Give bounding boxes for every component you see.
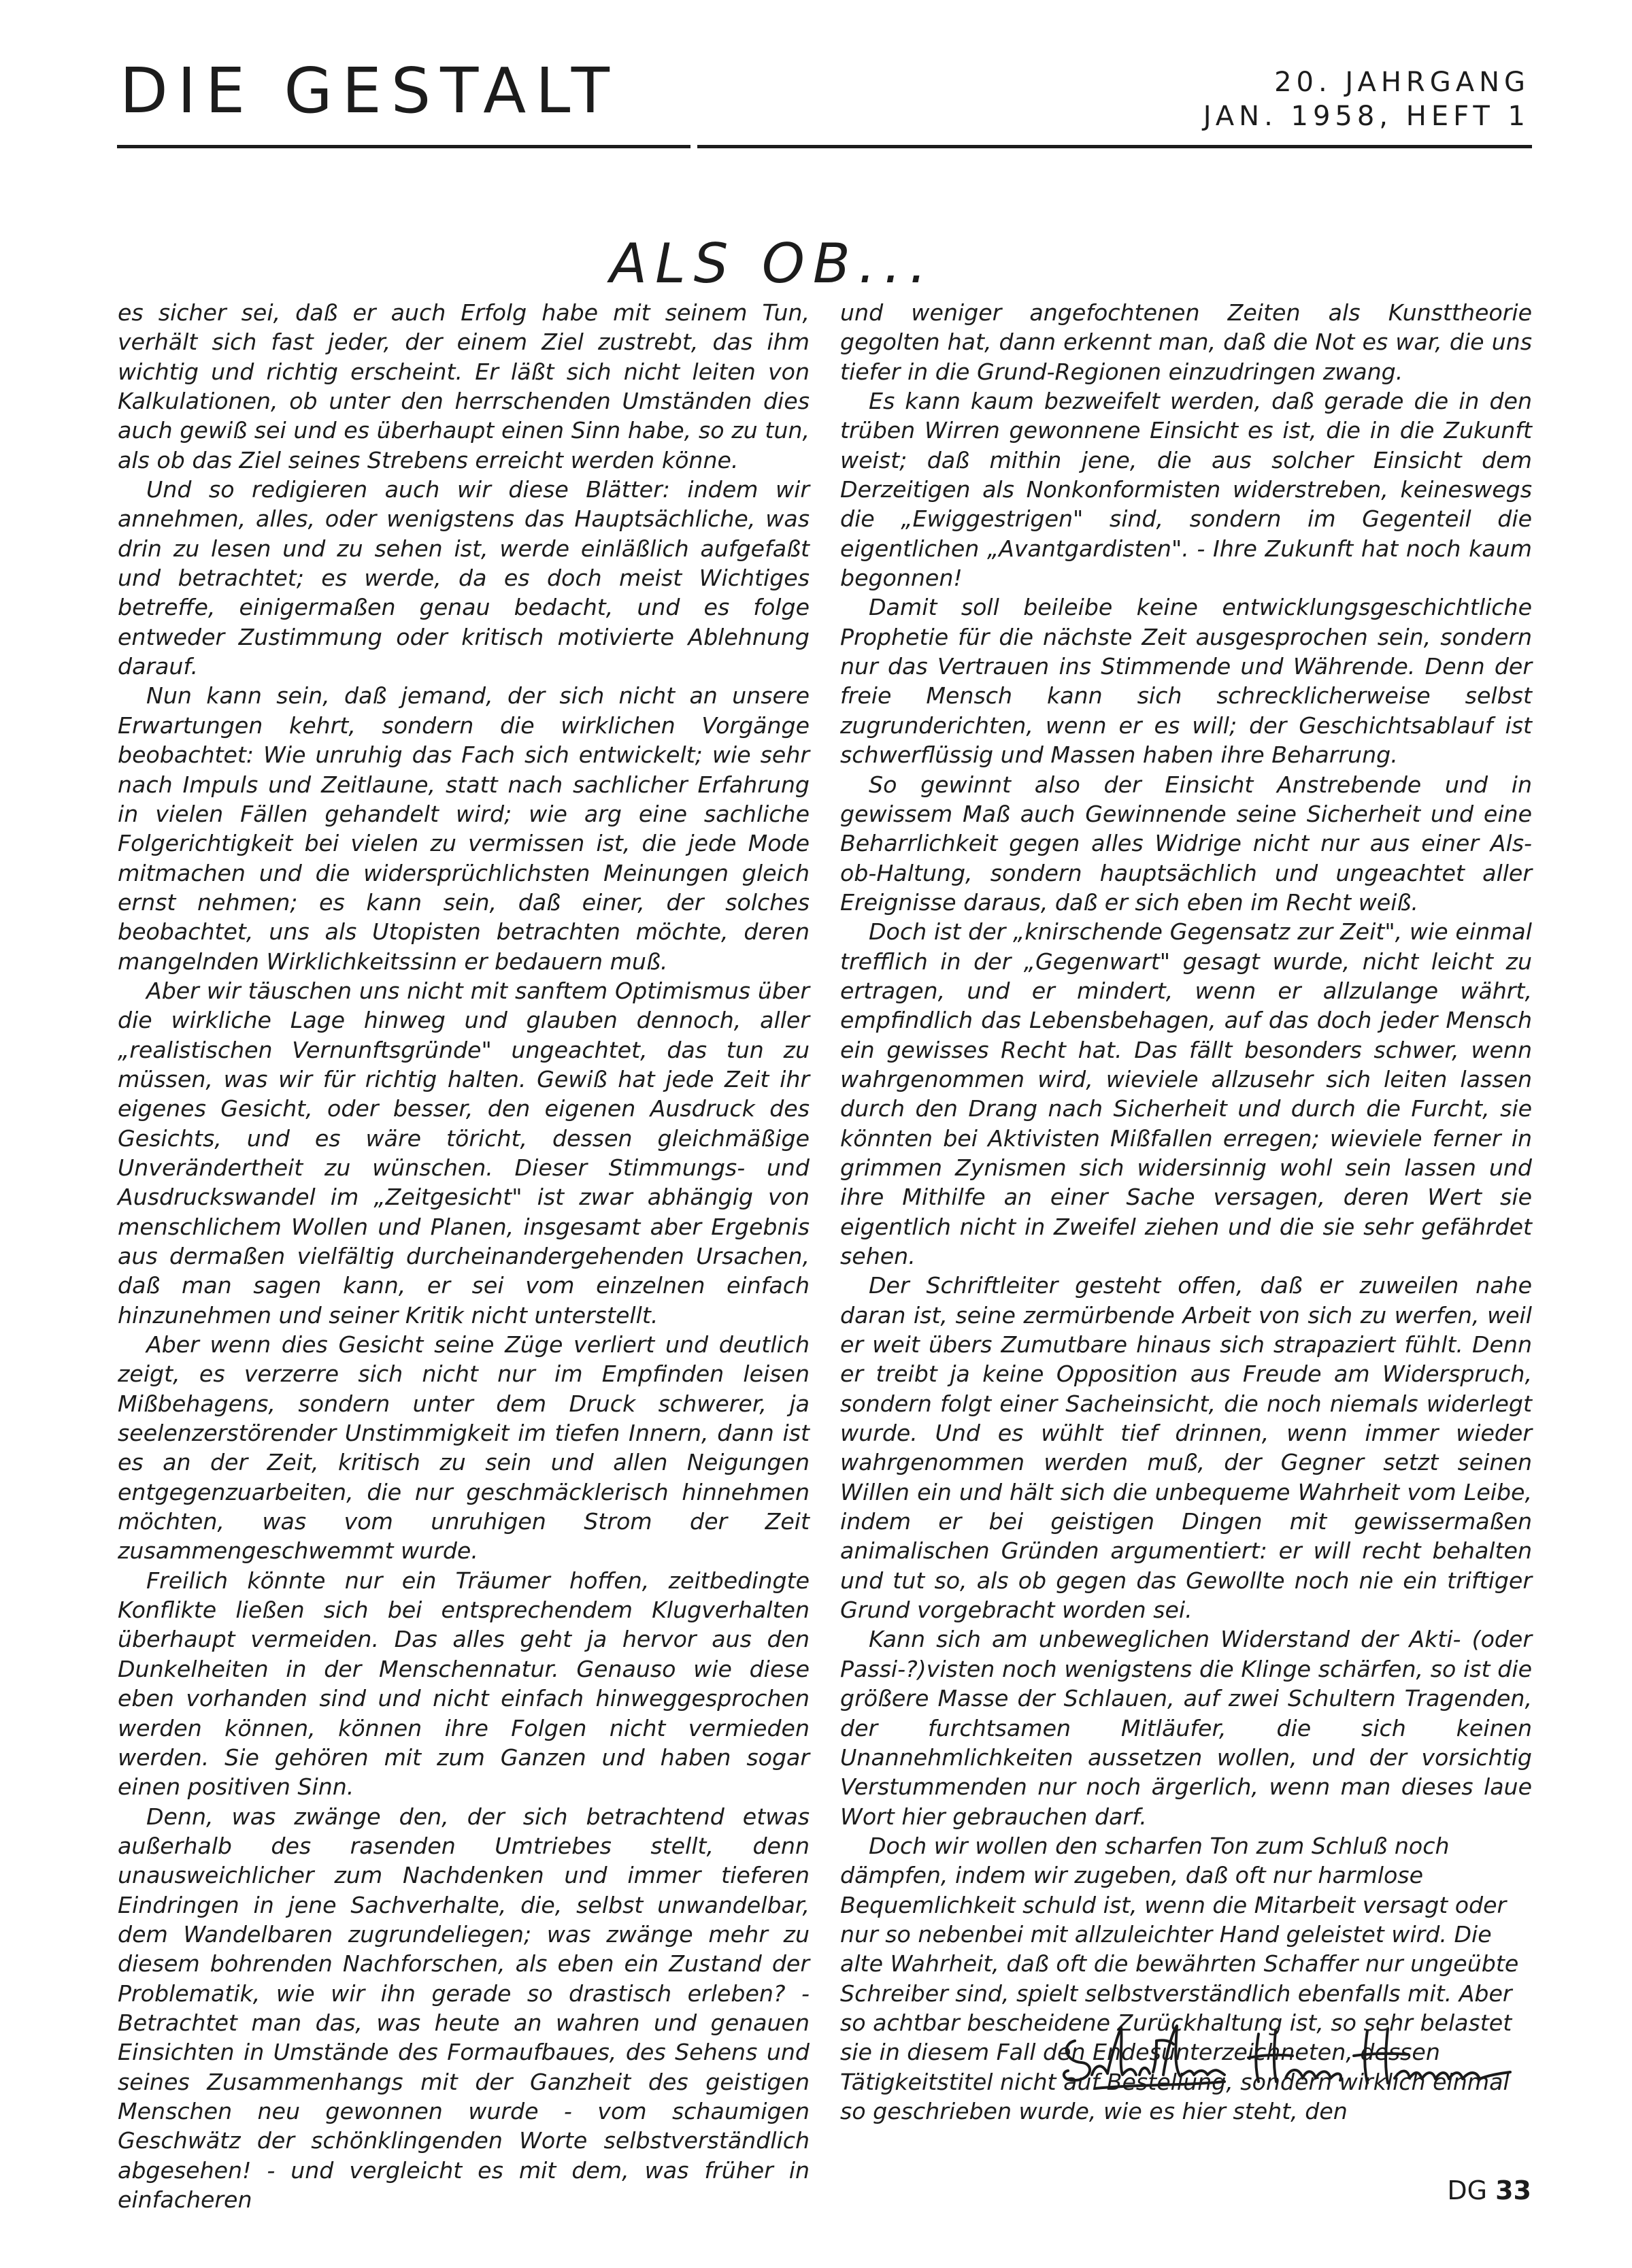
paragraph: Kann sich am unbeweglichen Widerstand der Akti- (oder Passi-?)visten noch wenigstens die Klinge schärfen, so ist die größere Masse der Schlauen, auf zwei Schultern Tragenden, der furchtsamen Mitläufer, die sich keinen Unannehmlichkeiten aussetzen wollen, und der vorsichtig Verstummenden nur noch ärgerlich, wenn man dieses laue Wort hier gebrauchen darf. bbox=[840, 1626, 1532, 1830]
paragraph: Doch wir wollen den scharfen Ton zum Schluß noch dämpfen, indem wir zugeben, daß oft nur harmlose Bequemlichkeit schuld ist, wenn die Mitarbeit versagt oder nur so nebenbei mit allzuleichter Hand geleistet wird. Die alte Wahrheit, daß oft die bewährten Schaffer nur ungeübte Schreiber sind, spielt selbstverständlich ebenfalls mit. Aber so achtbar bescheidene Zurückhaltung ist, so sehr belastet sie in diesem Fall den Endesunterzeichneten, dessen Tätigkeitstitel nicht auf Bestellung, sondern wirklich einmal so geschrieben wurde, wie es hier steht, den bbox=[840, 1832, 1519, 2124]
header-rule-right bbox=[697, 145, 1532, 148]
paragraph: Es kann kaum bezweifelt werden, daß gerade die in den trüben Wirren gewonnene Einsicht es ist, die in die Zukunft weist; daß mithin jene, die aus solcher Einsicht dem Derzeitigen als Nonkonformisten widerstreben, keineswegs die „Ewiggestrigen" sind, sondern im Gegenteil die eigentlichen „Avantgardisten". - Ihre Zukunft hat noch kaum begonnen! bbox=[840, 388, 1532, 592]
journal-abbreviation: DG bbox=[1447, 2175, 1488, 2205]
paragraph: Doch ist der „knirschende Gegensatz zur Zeit", wie einmal trefflich in der „Gegenwart" gesagt wurde, nicht leicht zu ertragen, und er mindert, wenn er allzulange währt, empfindlich das Lebensbehagen, auf das doch jeder Mensch ein gewisses Recht hat. Das fällt besonders schwer, wenn wahrgenommen wird, wieviele allzusehr sich leiten lassen durch den Drang nach Sicherheit und durch die Furcht, sie könnten bei Aktivisten Mißfallen erregen; wieviele ferner in grimmen Zynismen sich widersinnig wohl sein lassen und ihre Mithilfe an einer Sache versagen, deren Wert sie eigentlich nicht in Zweifel ziehen und die sie sehr gefährdet sehen. bbox=[840, 918, 1532, 1269]
paragraph: Damit soll beileibe keine entwicklungsgeschichtliche Prophetie für die nächste Zeit ausgesprochen sein, sondern nur das Vertrauen ins Stimmende und Währende. Denn der freie Mensch kann sich schrecklicherweise selbst zugrunderichten, wenn er es will; der Geschichtsablauf ist schwerflüssig und Massen haben ihre Beharrung. bbox=[840, 594, 1532, 769]
paragraph: So gewinnt also der Einsicht Anstrebende und in gewissem Maß auch Gewinnende seine Sicherheit und eine Beharrlichkeit gegen alles Widrige nicht nur aus einer Als-ob-Haltung, sondern hauptsächlich und ungeachtet aller Ereignisse daraus, daß er sich eben im Recht weiß. bbox=[840, 771, 1532, 916]
paragraph: Und so redigieren auch wir diese Blätter: indem wir annehmen, alles, oder wenigstens das Hauptsächliche, was drin zu lesen und zu sehen ist, werde einläßlich aufgefaßt und betrachtet; es werde, da es doch meist Wichtiges betreffe, einigermaßen genau bedacht, und es folge entweder Zustimmung oder kritisch motivierte Ablehnung darauf. bbox=[118, 476, 810, 680]
page-number: 33 bbox=[1495, 2175, 1531, 2205]
header-rule-left bbox=[117, 145, 690, 148]
paragraph: es sicher sei, daß er auch Erfolg habe mit seinem Tun, verhält sich fast jeder, der einem Ziel zustrebt, das ihm wichtig und richtig erscheint. Er läßt sich nicht leiten von Kalkulationen, ob unter den herrschenden Umständen dies auch gewiß sei und es überhaupt einen Sinn habe, so zu tun, als ob das Ziel seines Strebens erreicht werden könne. bbox=[118, 299, 810, 473]
page-folio bbox=[1447, 2175, 1531, 2205]
issue-date: JAN. 1958, HEFT 1 bbox=[1203, 101, 1530, 132]
article-title: ALS OB... bbox=[610, 232, 935, 295]
issue-info bbox=[1203, 65, 1530, 133]
paragraph: Aber wenn dies Gesicht seine Züge verliert und deutlich zeigt, es verzerre sich nicht nur im Empfinden leisen Mißbehagens, sondern unter dem Druck schwerer, ja seelenzerstörender Unstimmigkeit im tiefen Innern, dann ist es an der Zeit, kritisch zu sein und allen Neigungen entgegenzuarbeiten, die nur geschmäcklerisch hinnehmen möchten, was vom unruhigen Strom der Zeit zusammengeschwemmt wurde. bbox=[118, 1331, 810, 1565]
paragraph: Aber wir täuschen uns nicht mit sanftem Optimismus über die wirkliche Lage hinweg und glauben dennoch, aller „realistischen Vernunftsgründe" ungeachtet, das tun zu müssen, was wir für richtig halten. Gewiß hat jede Zeit ihr eigenes Gesicht, oder besser, den eigenen Ausdruck des Gesichts, und es wäre töricht, dessen gleichmäßige Unverändertheit zu wünschen. Dieser Stimmungs- und Ausdruckswandel im „Zeitgesicht" ist zwar abhängig von menschlichem Wollen und Planen, insgesamt aber Ergebnis aus dermaßen vielfältig durcheinandergehenden Ursachen, daß man sagen kann, er sei vom einzelnen einfach hinzunehmen und seiner Kritik nicht unterstellt. bbox=[118, 977, 810, 1329]
article-column-right bbox=[840, 298, 1532, 2126]
paragraph: und weniger angefochtenen Zeiten als Kunsttheorie gegolten hat, dann erkennt man, daß die Not es war, die uns tiefer in die Grund-Regionen einzudringen zwang. bbox=[840, 299, 1532, 385]
paragraph: Nun kann sein, daß jemand, der sich nicht an unsere Erwartungen kehrt, sondern die wirklichen Vorgänge beobachtet: Wie unruhig das Fach sich entwickelt; wie sehr nach Impuls und Zeitlaune, statt nach sachlicher Erfahrung in vielen Fällen gehandelt wird; wie arg eine sachliche Folgerichtigkeit bei vielen zu vermissen ist, die jede Mode mitmachen und die widersprüchlichsten Meinungen gleich ernst nehmen; es kann sein, daß einer, der solches beobachtet, uns als Utopisten betrachten möchte, deren mangelnden Wirklichkeitssinn er bedauern muß. bbox=[118, 682, 810, 975]
paragraph: Denn, was zwänge den, der sich betrachtend etwas außerhalb des rasenden Umtriebes stellt, denn unausweichlicher zum Nachdenken und immer tieferen Eindringen in jene Sachverhalte, die, selbst unwandelbar, dem Wandelbaren zugrundeliegen; was zwänge mehr zu diesem bohrenden Nachforschen, als eben ein Zustand der Problematik, wie wir ihn gerade so drastisch erleben? - Betrachtet man das, was heute an wahren und genauen Einsichten in Umstände des Formaufbaues, des Sehens und seines Zusammenhangs mit der Ganzheit des geistigen Menschen neu gewonnen wurde - vom schaumigen Geschwätz der schönklingenden Worte selbstverständlich abgesehen! - und vergleicht es mit dem, was früher in einfacheren bbox=[118, 1803, 810, 2213]
volume-label: 20. JAHRGANG bbox=[1274, 67, 1530, 98]
masthead-title: DIE GESTALT bbox=[120, 54, 619, 127]
paragraph: Der Schriftleiter gesteht offen, daß er zuweilen nahe daran ist, seine zermürbende Arbeit von sich zu werfen, weil er weit übers Zumutbare hinaus sich strapaziert fühlt. Denn er treibt ja keine Opposition aus Freude am Widerspruch, sondern folgt einer Sacheinsicht, die noch niemals widerlegt wurde. Und es wühlt tief drinnen, wenn immer wieder wahrgenommen werden muß, der Gegner setzt seinen Willen ein und hält sich die unbequeme Wahrheit vom Leibe, indem er bei geistigen Dingen mit gewissermaßen animalischen Gründen argumentiert: er will recht behalten und tut so, als ob gegen das Gewollte noch nie ein triftiger Grund vorgebracht worden sei. bbox=[840, 1272, 1532, 1624]
article-column-left bbox=[118, 298, 810, 2214]
handwritten-signature bbox=[1054, 2014, 1517, 2102]
paragraph: Freilich könnte nur ein Träumer hoffen, zeitbedingte Konflikte ließen sich bei entsprechendem Klugverhalten überhaupt vermeiden. Das alles geht ja hervor aus den Dunkelheiten in der Menschennatur. Genauso wie diese eben vorhanden sind und nicht einfach hinweggesprochen werden können, können ihre Folgen nicht vermieden werden. Sie gehören mit zum Ganzen und haben sogar einen positiven Sinn. bbox=[118, 1567, 810, 1801]
